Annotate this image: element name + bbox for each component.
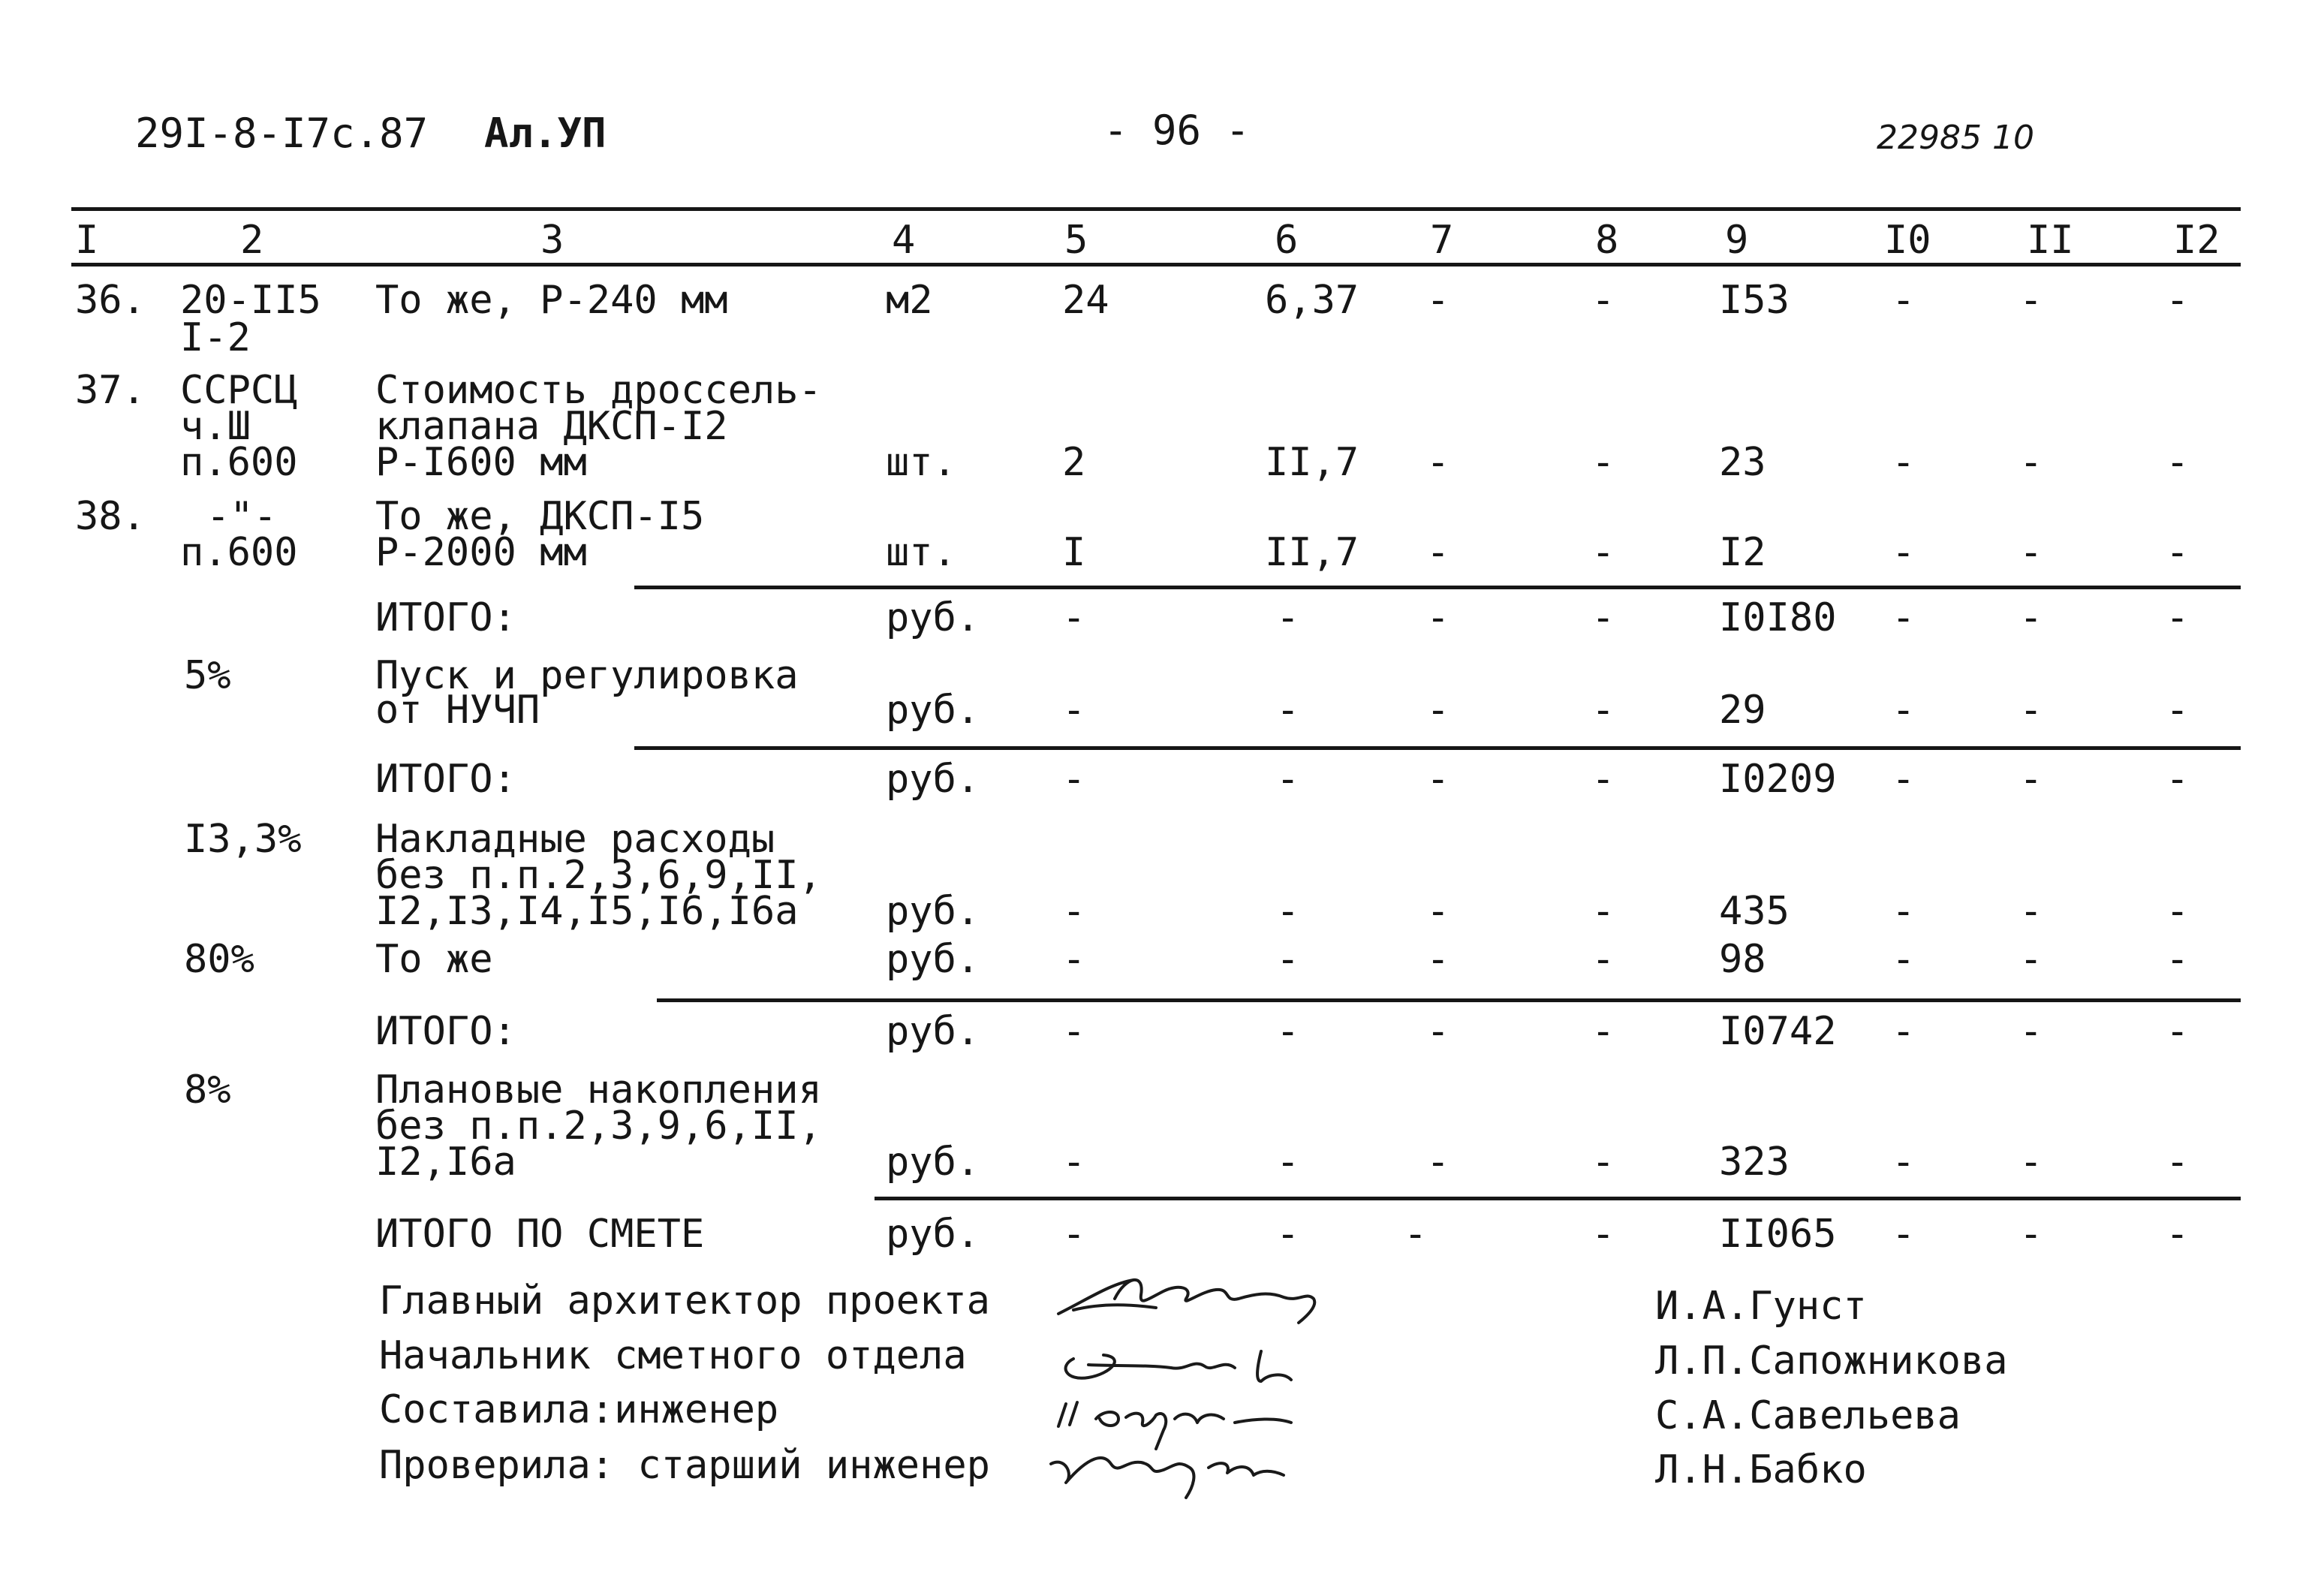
signature-4-stroke <box>1051 1458 1284 1498</box>
row-number: 38. <box>75 494 146 539</box>
row-col10: - <box>1892 757 1916 802</box>
row-col9: I0I80 <box>1719 595 1837 640</box>
column-header: 9 <box>1725 218 1749 263</box>
column-header: 4 <box>892 218 916 263</box>
row-description: клапана ДКСП-I2 <box>375 404 728 449</box>
column-header: 8 <box>1595 218 1619 263</box>
row-col9: 29 <box>1719 688 1766 733</box>
row-col11: - <box>2019 440 2043 485</box>
row-col7: - <box>1426 440 1450 485</box>
row-col12: - <box>2166 278 2190 323</box>
table-top-rule <box>71 207 2241 211</box>
row-col8: - <box>1591 688 1615 733</box>
row-col11: - <box>2019 889 2043 934</box>
row-description: Плановые накопления <box>375 1068 822 1113</box>
handwritten-signatures <box>1043 1269 1434 1509</box>
row-col9: I0209 <box>1719 757 1837 802</box>
column-header: 6 <box>1275 218 1299 263</box>
column-header: I <box>75 218 99 263</box>
row-col11: - <box>2019 1009 2043 1054</box>
subtotal-rule <box>634 586 2241 589</box>
row-description: То же, ДКСП-I5 <box>375 494 705 539</box>
signature-3-stroke <box>1058 1402 1291 1449</box>
row-reference: п.600 <box>180 440 298 485</box>
row-col8: - <box>1591 889 1615 934</box>
column-header: 5 <box>1064 218 1088 263</box>
row-unit: шт. <box>886 530 956 575</box>
row-col6: - <box>1276 1212 1300 1257</box>
signatory-name: Л.П.Сапожникова <box>1655 1339 2008 1384</box>
row-reference: п.600 <box>180 530 298 575</box>
row-col10: - <box>1892 440 1916 485</box>
row-col6: - <box>1276 937 1300 982</box>
row-col12: - <box>2166 440 2190 485</box>
row-col11: - <box>2019 530 2043 575</box>
row-description: То же <box>375 937 493 982</box>
row-col8: - <box>1591 595 1615 640</box>
row-col7: - <box>1426 530 1450 575</box>
row-col8: - <box>1591 757 1615 802</box>
row-col6: - <box>1276 1140 1300 1185</box>
row-col5: - <box>1062 1140 1086 1185</box>
row-description: То же, Р-240 мм <box>375 278 728 323</box>
row-col11: - <box>2019 595 2043 640</box>
row-col11: - <box>2019 688 2043 733</box>
subtotal-rule <box>875 1197 2241 1200</box>
row-unit: руб. <box>886 688 980 733</box>
document-code: 29I-8-I7с.87 <box>135 110 429 157</box>
row-col5: - <box>1062 889 1086 934</box>
signature-2-stroke <box>1066 1351 1291 1381</box>
row-col11: - <box>2019 278 2043 323</box>
row-number: 36. <box>75 278 146 323</box>
row-description: Р-2000 мм <box>375 530 587 575</box>
row-description: Р-I600 мм <box>375 440 587 485</box>
row-col12: - <box>2166 1140 2190 1185</box>
row-reference: 8% <box>184 1068 231 1113</box>
row-unit: руб. <box>886 1212 980 1257</box>
row-number: 37. <box>75 368 146 413</box>
page-number: - 96 - <box>1103 107 1251 154</box>
row-col7: - <box>1426 1140 1450 1185</box>
row-col6: 6,37 <box>1265 278 1359 323</box>
row-col7: - <box>1426 1009 1450 1054</box>
row-col11: - <box>2019 937 2043 982</box>
row-reference: I-2 <box>180 315 251 360</box>
signature-1-stroke <box>1058 1280 1314 1323</box>
row-col10: - <box>1892 1212 1916 1257</box>
row-col8: - <box>1591 440 1615 485</box>
row-reference: I3,3% <box>184 817 302 862</box>
row-col6: - <box>1276 595 1300 640</box>
signatory-name: С.А.Савельева <box>1655 1393 1961 1438</box>
row-unit: шт. <box>886 440 956 485</box>
row-col10: - <box>1892 1140 1916 1185</box>
row-col5: - <box>1062 1009 1086 1054</box>
row-col8: - <box>1591 1140 1615 1185</box>
row-col8: - <box>1591 1009 1615 1054</box>
signature-role: Проверила: старший инженер <box>379 1443 990 1488</box>
table-header-rule <box>71 263 2241 267</box>
row-col6: - <box>1276 757 1300 802</box>
row-col5: - <box>1062 937 1086 982</box>
row-reference: -"- <box>206 494 277 539</box>
row-col12: - <box>2166 1212 2190 1257</box>
row-col5: - <box>1062 1212 1086 1257</box>
signature-role: Главный архитектор проекта <box>379 1278 990 1323</box>
row-col7: - <box>1426 688 1450 733</box>
subtotal-rule <box>657 998 2241 1002</box>
row-col5: 2 <box>1062 440 1086 485</box>
row-col5: I <box>1062 530 1086 575</box>
row-col10: - <box>1892 688 1916 733</box>
row-col11: - <box>2019 1140 2043 1185</box>
signature-1-stroke <box>1073 1305 1156 1310</box>
row-col6: II,7 <box>1265 440 1359 485</box>
row-description: без п.п.2,3,6,9,II, <box>375 853 822 898</box>
row-col11: - <box>2019 757 2043 802</box>
row-description: ИТОГО ПО СМЕТЕ <box>375 1212 705 1257</box>
row-col5: - <box>1062 757 1086 802</box>
row-description: I2,I6а <box>375 1140 516 1185</box>
row-col7: - <box>1426 757 1450 802</box>
row-col10: - <box>1892 1009 1916 1054</box>
row-col5: 24 <box>1062 278 1109 323</box>
row-col5: - <box>1062 595 1086 640</box>
row-col12: - <box>2166 530 2190 575</box>
row-col10: - <box>1892 889 1916 934</box>
row-description: Пуск и регулировка <box>375 653 799 698</box>
row-col10: - <box>1892 530 1916 575</box>
row-unit: руб. <box>886 1009 980 1054</box>
signature-role: Составила:инженер <box>379 1387 779 1432</box>
row-col5: - <box>1062 688 1086 733</box>
subtotal-rule <box>634 746 2241 750</box>
row-col6: - <box>1276 1009 1300 1054</box>
row-description: без п.п.2,3,9,6,II, <box>375 1104 822 1149</box>
row-col7: - <box>1426 937 1450 982</box>
row-col9: I53 <box>1719 278 1790 323</box>
row-unit: м2 <box>886 278 933 323</box>
row-col8: - <box>1591 278 1615 323</box>
row-col7: - <box>1404 1212 1428 1257</box>
row-description: ИТОГО: <box>375 757 516 802</box>
row-col12: - <box>2166 937 2190 982</box>
row-reference: ч.Ш <box>180 404 251 449</box>
row-description: Стоимость дроссель- <box>375 368 822 413</box>
row-col11: - <box>2019 1212 2043 1257</box>
row-col9: 23 <box>1719 440 1766 485</box>
row-unit: руб. <box>886 595 980 640</box>
column-header: I0 <box>1884 218 1931 263</box>
row-reference: 5% <box>184 653 231 698</box>
column-header: 7 <box>1430 218 1454 263</box>
row-reference: 20-II5 <box>180 278 321 323</box>
row-unit: руб. <box>886 1140 980 1185</box>
row-col7: - <box>1426 889 1450 934</box>
row-col9: 323 <box>1719 1140 1790 1185</box>
row-col12: - <box>2166 595 2190 640</box>
row-col9: I2 <box>1719 530 1766 575</box>
row-description: I2,I3,I4,I5,I6,I6а <box>375 889 799 934</box>
row-description: ИТОГО: <box>375 595 516 640</box>
row-description: Накладные расходы <box>375 817 775 862</box>
signature-role: Начальник сметного отдела <box>379 1333 967 1378</box>
row-col7: - <box>1426 278 1450 323</box>
row-reference: 80% <box>184 937 254 982</box>
row-col6: - <box>1276 889 1300 934</box>
row-col6: - <box>1276 688 1300 733</box>
signatory-name: И.А.Гунст <box>1655 1284 1867 1329</box>
row-col7: - <box>1426 595 1450 640</box>
signatory-name: Л.Н.Бабко <box>1655 1447 1867 1492</box>
row-description: от НУЧП <box>375 688 540 733</box>
row-col8: - <box>1591 530 1615 575</box>
row-col8: - <box>1591 937 1615 982</box>
row-unit: руб. <box>886 937 980 982</box>
row-reference: ССРСЦ <box>180 368 298 413</box>
column-header: I2 <box>2173 218 2220 263</box>
column-header: 2 <box>240 218 264 263</box>
row-col9: I0742 <box>1719 1009 1837 1054</box>
row-col10: - <box>1892 595 1916 640</box>
row-col9: 435 <box>1719 889 1790 934</box>
row-col12: - <box>2166 889 2190 934</box>
column-header: 3 <box>540 218 564 263</box>
row-col10: - <box>1892 937 1916 982</box>
archive-number: 22985 10 <box>1877 119 2034 157</box>
row-unit: руб. <box>886 889 980 934</box>
row-col9: II065 <box>1719 1212 1837 1257</box>
row-col12: - <box>2166 757 2190 802</box>
row-col10: - <box>1892 278 1916 323</box>
row-col6: II,7 <box>1265 530 1359 575</box>
row-col9: 98 <box>1719 937 1766 982</box>
column-header: II <box>2027 218 2074 263</box>
album-label: Ал.УП <box>484 110 607 157</box>
row-unit: руб. <box>886 757 980 802</box>
row-col8: - <box>1591 1212 1615 1257</box>
row-col12: - <box>2166 1009 2190 1054</box>
row-col12: - <box>2166 688 2190 733</box>
row-description: ИТОГО: <box>375 1009 516 1054</box>
